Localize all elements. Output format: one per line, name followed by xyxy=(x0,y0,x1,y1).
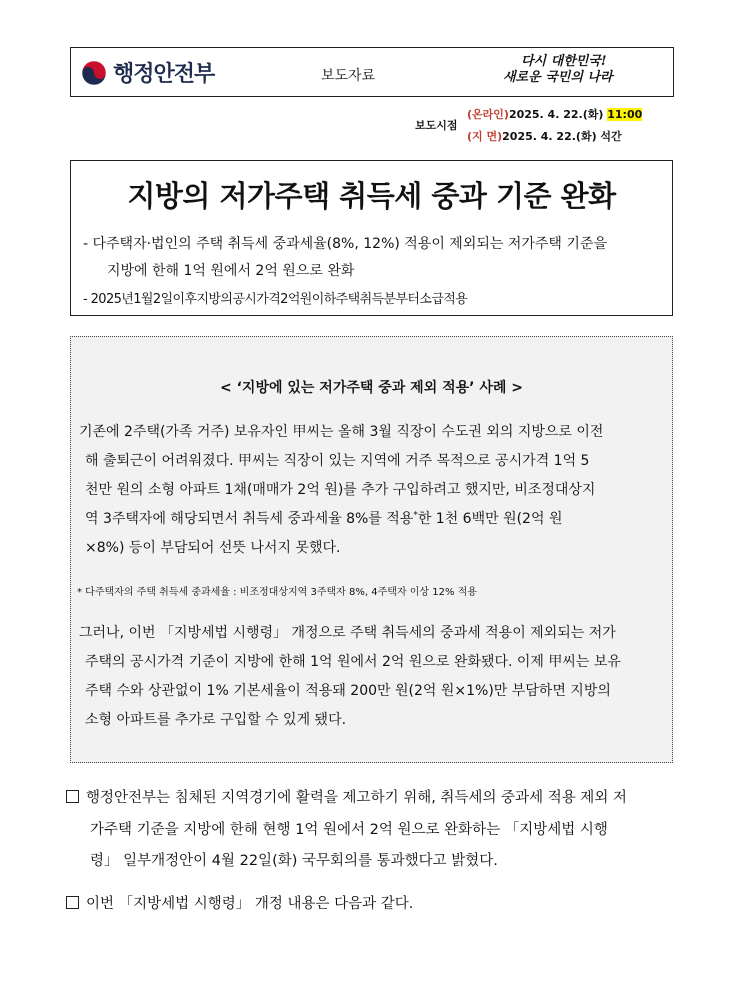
taegeuk-icon xyxy=(81,60,107,86)
example-footnote: * 다주택자의 주택 취득세 중과세율 : 비조정대상지역 3주택자 8%, 4주택자 이상 12% 적용 xyxy=(77,587,477,598)
checkbox-bullet-icon xyxy=(66,896,79,909)
ministry-name: 행정안전부 xyxy=(113,62,215,87)
example-p2-line-1: 그러나, 이번 「지방세법 시행령」 개정으로 주택 취득세의 중과세 적용이 제외되는 저가 xyxy=(79,625,616,641)
release-label: 보도시점 xyxy=(415,119,458,132)
print-date: 2025. 4. 22.(화) 석간 xyxy=(502,130,622,143)
doc-type: 보도자료 xyxy=(321,68,376,84)
example-p1-line-1: 기존에 2주택(가족 거주) 보유자인 甲씨는 올해 3월 직장이 수도권 외의 지방으로 이전 xyxy=(79,424,604,440)
print-tag: (지 면) xyxy=(467,130,503,143)
footnote-mark: * xyxy=(413,510,418,521)
example-box xyxy=(70,336,673,763)
example-p1-line-4-text: 역 3주택자에 해당되면서 취득세 중과세율 8%를 적용 xyxy=(85,511,414,527)
online-time: 11:00 xyxy=(607,108,643,121)
example-title: < ‘지방에 있는 저가주택 중과 제외 적용’ 사례 > xyxy=(220,380,523,396)
example-p2-line-2: 주택의 공시가격 기준이 지방에 한해 1억 원에서 2억 원으로 완화됐다. 이제 甲씨는 보유 xyxy=(85,654,621,670)
example-p1-line-3: 천만 원의 소형 아파트 1채(매매가 2억 원)를 추가 구입하려고 했지만, 비조정대상지 xyxy=(85,482,596,498)
example-p1-line-2: 해 출퇴근이 어려워졌다. 甲씨는 직장이 있는 지역에 거주 목적으로 공시가격 1억 5 xyxy=(85,453,590,469)
example-p1-line-5: ×8%) 등이 부담되어 선뜻 나서지 못했다. xyxy=(85,540,341,556)
checkbox-bullet-icon xyxy=(66,790,79,803)
ministry-logo xyxy=(81,57,214,88)
body-para-1-text-1: 행정안전부는 침체된 지역경기에 활력을 제고하기 위해, 취득세의 중과세 적용 제외 저 xyxy=(86,790,627,806)
example-p2-line-4: 소형 아파트를 추가로 구입할 수 있게 됐다. xyxy=(85,712,347,728)
release-online xyxy=(467,106,642,122)
online-date: 2025. 4. 22.(화) xyxy=(508,108,604,121)
example-p2-line-3: 주택 수와 상관없이 1% 기본세율이 적용돼 200만 원(2억 원×1%)만 부담하면 지방의 xyxy=(85,683,611,699)
page-title: 지방의 저가주택 취득세 중과 기준 완화 xyxy=(127,179,616,213)
body-para-1-line-2: 가주택 기준을 지방에 한해 현행 1억 원에서 2억 원으로 완화하는 「지방세법 시행 xyxy=(90,822,608,838)
body-para-1-line-3: 령」 일부개정안이 4월 22일(화) 국무회의를 통과했다고 밝혔다. xyxy=(90,853,498,869)
example-p1-line-4-tail: 한 1천 6백만 원(2억 원 xyxy=(417,511,563,527)
body-para-1-line-1 xyxy=(66,786,627,807)
subtitle-bullet-2: - 2025년1월2일이후지방의공시가격2억원이하주택취득분부터소급적용 xyxy=(83,292,468,307)
release-print xyxy=(467,128,622,144)
slogan xyxy=(503,54,613,86)
subtitle-bullet-1a: - 다주택자·법인의 주택 취득세 중과세율(8%, 12%) 적용이 제외되는 저가주택 기준을 xyxy=(83,236,607,252)
header-box xyxy=(70,47,674,97)
title-box xyxy=(70,160,673,316)
online-tag: (온라인) xyxy=(467,108,509,121)
example-p1-line-4 xyxy=(85,508,562,528)
slogan-line-2: 새로운 국민의 나라 xyxy=(503,70,613,85)
slogan-line-1: 다시 대한민국! xyxy=(521,54,607,69)
body-para-2-text: 이번 「지방세법 시행령」 개정 내용은 다음과 같다. xyxy=(86,896,414,912)
subtitle-bullet-1b: 지방에 한해 1억 원에서 2억 원으로 완화 xyxy=(107,263,355,279)
body-para-2 xyxy=(66,892,413,913)
